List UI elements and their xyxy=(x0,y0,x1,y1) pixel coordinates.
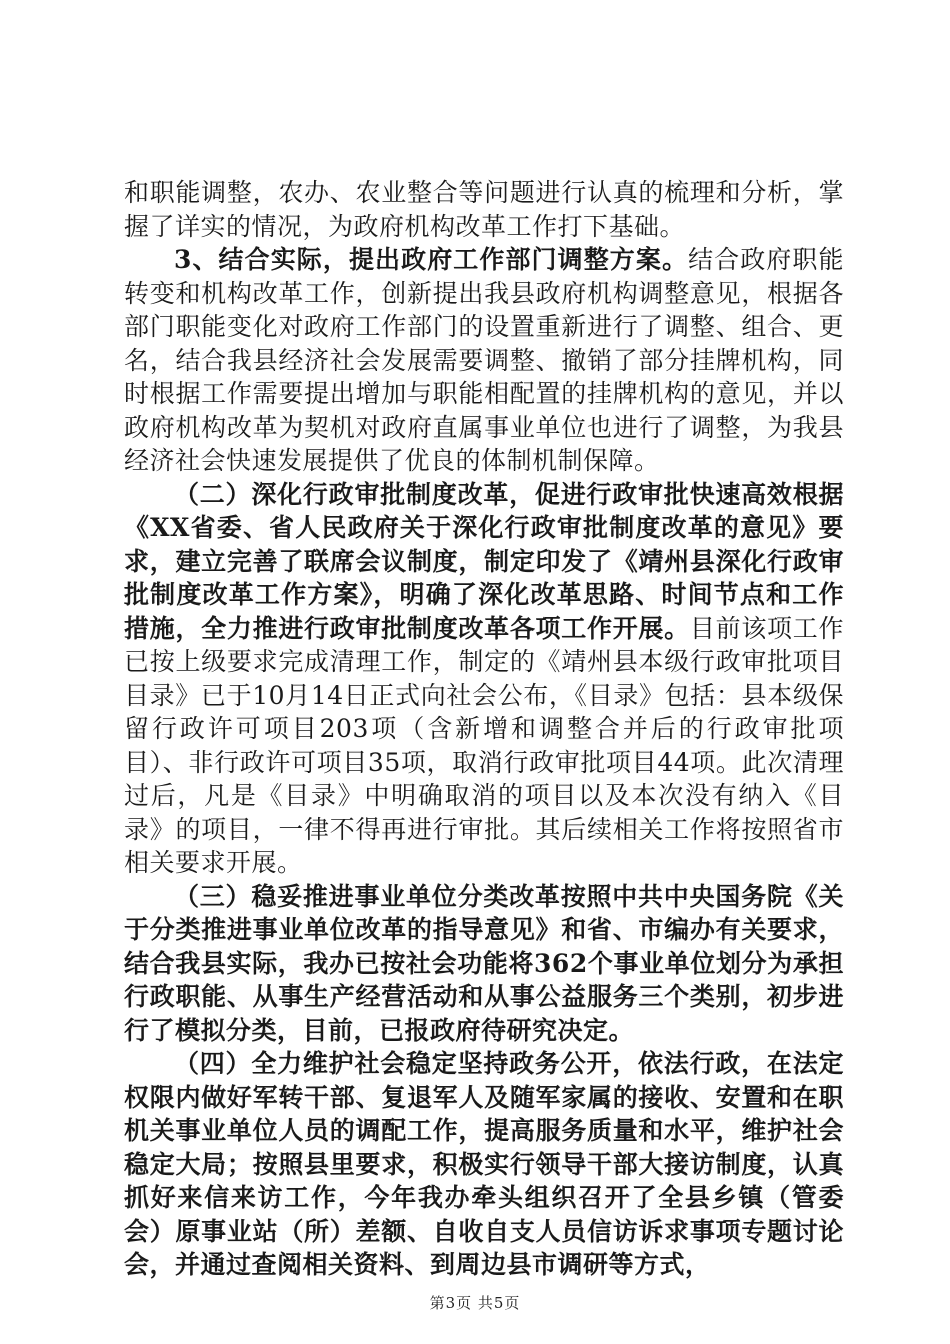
document-body xyxy=(124,176,844,1282)
paragraph-3-lead: （二）深化行政审批制度改革，促进行政审批快速高效根据《XX省委、省人民政府关于深化行政审批制度改革的意见》要求，建立完善了联席会议制度，制定印发了《靖州县深化行政审批制度改革工作方案》，明确了深化改革思路、时间节点和工作措施，全力推进行政审批制度改革各项工作开展。 xyxy=(124,479,844,643)
paragraph-3-text: 目前该项工作已按上级要求完成清理工作，制定的《靖州县本级行政审批项目目录》已于10月14日正式向社会公布，《目录》包括：县本级保留行政许可项目203项（含新增和调整合并后的行政审批项目）、非行政许可项目35项，取消行政审批项目44项。此次清理过后，凡是《目录》中明确取消的项目以及本次没有纳入《目录》的项目，一律不得再进行审批。其后续相关工作将按照省市相关要求开展。 xyxy=(124,613,844,877)
paragraph-1-text: 和职能调整，农办、农业整合等问题进行认真的梳理和分析，掌握了详实的情况，为政府机构改革工作打下基础。 xyxy=(124,178,844,241)
page-footer xyxy=(0,1292,950,1313)
paragraph-1 xyxy=(124,176,844,243)
paragraph-2-lead: 3、结合实际，提出政府工作部门调整方案。 xyxy=(174,245,689,274)
paragraph-4-lead: （三）稳妥推进事业单位分类改革按照中共中央国务院《关于分类推进事业单位改革的指导意见》和省、市编办有关要求，结合我县实际，我办已按社会功能将362个事业单位划分为承担行政职能、从事生产经营活动和从事公益服务三个类别，初步进行了模拟分类，目前，已报政府待研究决定。 xyxy=(124,881,844,1045)
paragraph-4 xyxy=(124,880,844,1048)
paragraph-5-lead: （四）全力维护社会稳定坚持政务公开，依法行政，在法定权限内做好军转干部、复退军人及随军家属的接收、安置和在职机关事业单位人员的调配工作，提高服务质量和水平，维护社会稳定大局；按照县里要求，积极实行领导干部大接访制度，认真抓好来信来访工作，今年我办牵头组织召开了全县乡镇（管委会）原事业站（所）差额、自收自支人员信访诉求事项专题讨论会，并通过查阅相关资料、到周边县市调研等方式， xyxy=(124,1049,844,1279)
page-number-label: 第3页 共5页 xyxy=(429,1294,521,1312)
paragraph-2-text: 结合政府职能转变和机构改革工作，创新提出我县政府机构调整意见，根据各部门职能变化对政府工作部门的设置重新进行了调整、组合、更名，结合我县经济社会发展需要调整、撤销了部分挂牌机构，同时根据工作需要提出增加与职能相配置的挂牌机构的意见，并以政府机构改革为契机对政府直属事业单位也进行了调整，为我县经济社会快速发展提供了优良的体制机制保障。 xyxy=(124,245,844,475)
paragraph-5 xyxy=(124,1047,844,1282)
paragraph-3 xyxy=(124,478,844,880)
paragraph-2 xyxy=(124,243,844,478)
